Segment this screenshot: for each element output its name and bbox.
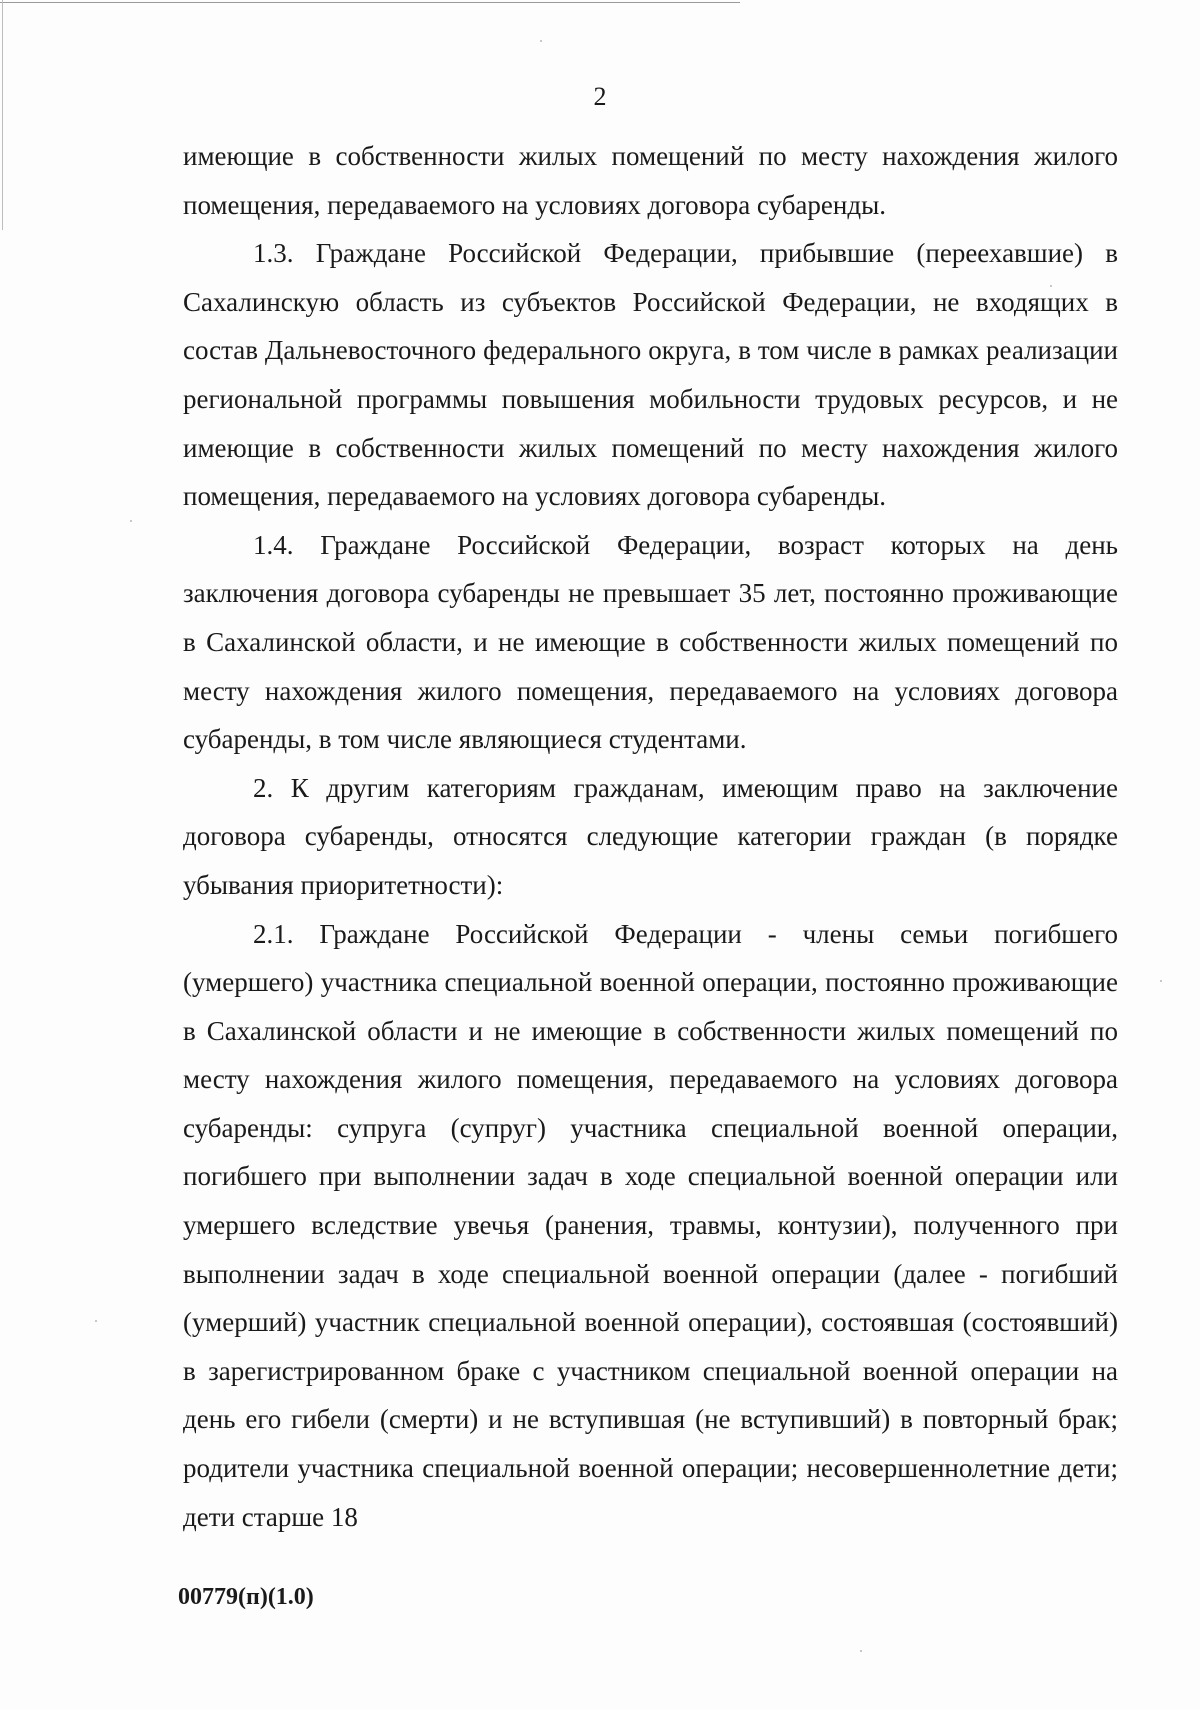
page-number: 2 <box>593 82 607 111</box>
document-body <box>183 132 1118 1541</box>
scan-speck <box>860 1650 862 1652</box>
paragraph-2-1: 2.1. Граждане Российской Федерации - члены семьи погибшего (умершего) участника специальной военной операции, постоянно проживающие в Сахалинской области и не имеющие в собственности жилых помещений по месту нахождения жилого помещения, передаваемого на условиях договора субаренды: супруга (супруг) участника специальной военной операции, погибшего при выполнении задач в ходе специальной военной операции или умершего вследствие увечья (ранения, травмы, контузии), полученного при выполнении задач в ходе специальной военной операции (далее - погибший (умерший) участник специальной военной операции), состоявшая (состоявший) в зарегистрированном браке с участником специальной военной операции на день его гибели (смерти) и не вступившая (не вступивший) в повторный брак; родители участника специальной военной операции; несовершеннолетние дети; дети старше 18 <box>183 918 1118 1532</box>
paragraph-continuation: имеющие в собственности жилых помещений по месту нахождения жилого помещения, передаваемого на условиях договора субаренды. <box>183 141 1118 220</box>
paragraph-2: 2. К другим категориям гражданам, имеющим право на заключение договора субаренды, относятся следующие категории граждан (в порядке убывания приоритетности): <box>183 772 1118 900</box>
paragraph-1-4: 1.4. Граждане Российской Федерации, возраст которых на день заключения договора субаренды не превышает 35 лет, постоянно проживающие в Сахалинской области, и не имеющие в собственности жилых помещений по месту нахождения жилого помещения, передаваемого на условиях договора субаренды, в том числе являющиеся студентами. <box>183 529 1118 755</box>
scan-speck <box>1160 980 1162 982</box>
scan-edge-top <box>0 2 740 3</box>
scan-speck <box>1050 285 1052 287</box>
document-footer-code: 00779(п)(1.0) <box>178 1584 314 1610</box>
scan-speck <box>540 40 542 42</box>
scan-speck <box>130 520 132 522</box>
scan-edge-left <box>2 0 3 230</box>
scan-speck <box>95 1320 97 1322</box>
paragraph-1-3: 1.3. Граждане Российской Федерации, прибывшие (переехавшие) в Сахалинскую область из субъектов Российской Федерации, не входящих в состав Дальневосточного федерального округа, в том числе в рамках реализации региональной программы повышения мобильности трудовых ресурсов, и не имеющие в собственности жилых помещений по месту нахождения жилого помещения, передаваемого на условиях договора субаренды. <box>183 238 1118 512</box>
